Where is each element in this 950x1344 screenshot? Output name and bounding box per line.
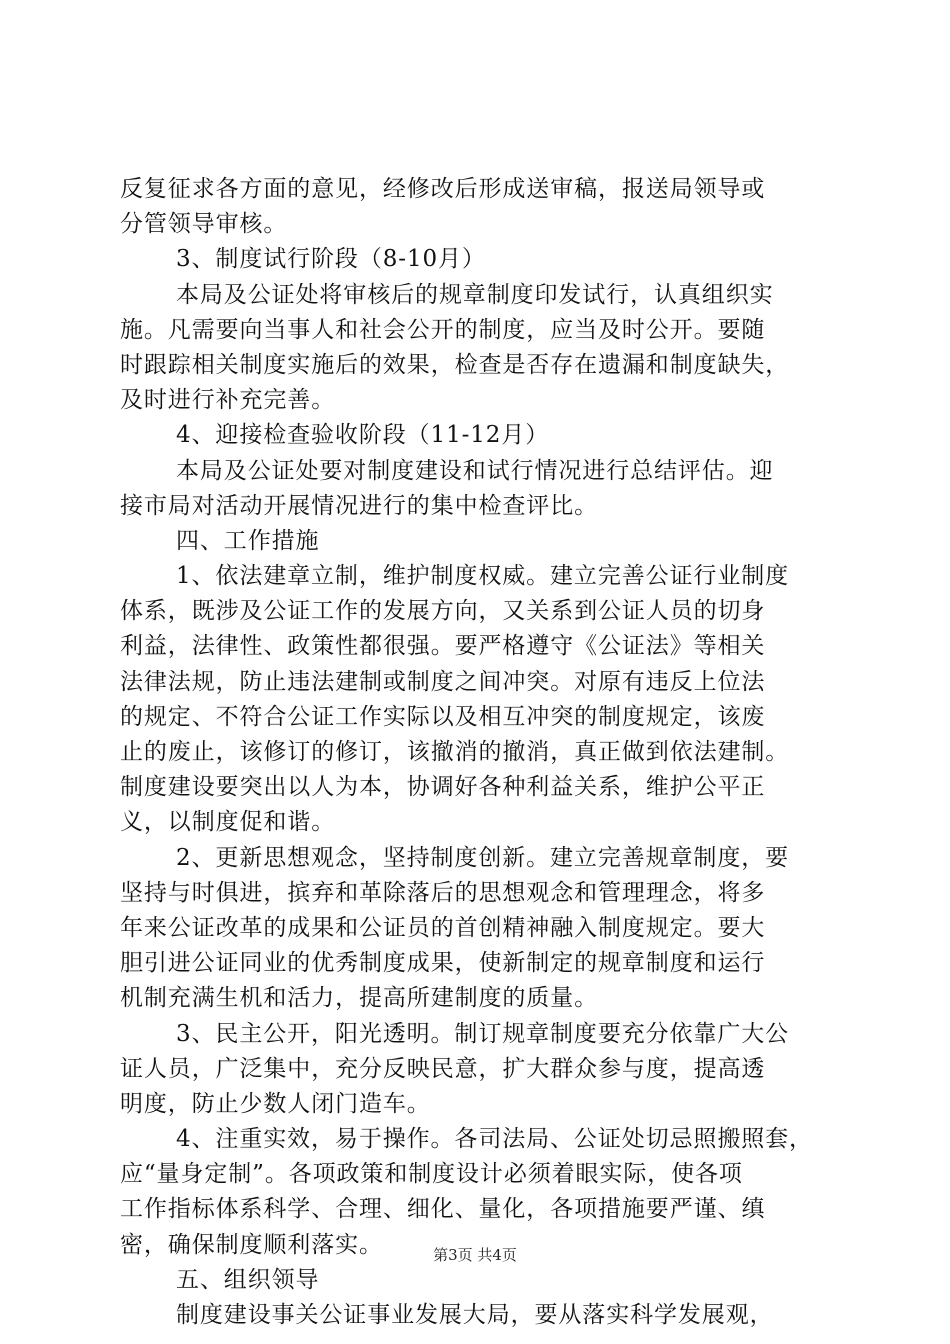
text-line: 制度建设事关公证事业发展大局，要从落实科学发展观， xyxy=(176,1302,774,1328)
text-line: 坚持与时俱进，摈弃和革除落后的思想观念和管理理念，将多 xyxy=(120,879,766,906)
text-line: 胆引进公证同业的优秀制度成果，使新制定的规章制度和运行 xyxy=(120,950,766,977)
text-line: 的规定、不符合公证工作实际以及相互冲突的制度规定，该废 xyxy=(120,703,766,730)
text-line: 施。凡需要向当事人和社会公开的制度，应当及时公开。要随 xyxy=(120,316,766,343)
text-line: 3、民主公开，阳光透明。制订规章制度要充分依靠广大公 xyxy=(176,1020,790,1047)
text-line: 4、注重实效，易于操作。各司法局、公证处切忌照搬照套， xyxy=(176,1126,813,1153)
text-line: 反复征求各方面的意见，经修改后形成送审稿，报送局领导或 xyxy=(120,176,766,202)
text-line: 2、更新思想观念，坚持制度创新。建立完善规章制度，要 xyxy=(176,844,790,871)
text-line: 制度建设要突出以人为本，协调好各种利益关系，维护公平正 xyxy=(120,774,766,801)
text-line: 机制充满生机和活力，提高所建制度的质量。 xyxy=(120,985,598,1012)
text-line: 法律法规，防止违法建制或制度之间冲突。对原有违反上位法 xyxy=(120,668,766,695)
text-line: 时跟踪相关制度实施后的效果，检查是否存在遗漏和制度缺失， xyxy=(120,351,790,378)
text-line: 明度，防止少数人闭门造车。 xyxy=(120,1090,431,1117)
text-line: 体系，既涉及公证工作的发展方向，又关系到公证人员的切身 xyxy=(120,598,766,625)
text-line: 应“量身定制”。各项政策和制度设计必须着眼实际，使各项 xyxy=(120,1161,743,1188)
page-footer: 第3页 共4页 xyxy=(433,1246,517,1264)
text-line: 密，确保制度顺利落实。 xyxy=(120,1231,383,1258)
text-line: 4、迎接检查验收阶段（11-12月） xyxy=(176,422,550,449)
text-line: 接市局对活动开展情况进行的集中检查评比。 xyxy=(120,492,598,519)
text-line: 工作指标体系科学、合理、细化、量化，各项措施要严谨、缜 xyxy=(120,1196,766,1223)
document-body xyxy=(120,172,832,1333)
text-line: 本局及公证处将审核后的规章制度印发试行，认真组织实 xyxy=(176,281,774,308)
text-line: 年来公证改革的成果和公证员的首创精神融入制度规定。要大 xyxy=(120,914,766,941)
text-line: 及时进行补充完善。 xyxy=(120,387,336,414)
text-line: 1、依法建章立制，维护制度权威。建立完善公证行业制度 xyxy=(176,563,790,590)
text-line: 义，以制度促和谐。 xyxy=(120,809,336,836)
text-line: 本局及公证处要对制度建设和试行情况进行总结评估。迎 xyxy=(176,457,774,484)
text-line: 证人员，广泛集中，充分反映民意，扩大群众参与度，提高透 xyxy=(120,1055,766,1082)
text-line: 止的废止，该修订的修订，该撤消的撤消，真正做到依法建制。 xyxy=(120,739,790,765)
text-line: 分管领导审核。 xyxy=(120,211,288,238)
text-line: 五、组织领导 xyxy=(176,1266,320,1293)
text-line: 3、制度试行阶段（8-10月） xyxy=(176,246,486,273)
text-line: 利益，法律性、政策性都很强。要严格遵守《公证法》等相关 xyxy=(120,633,766,660)
text-line: 四、工作措施 xyxy=(176,527,320,554)
